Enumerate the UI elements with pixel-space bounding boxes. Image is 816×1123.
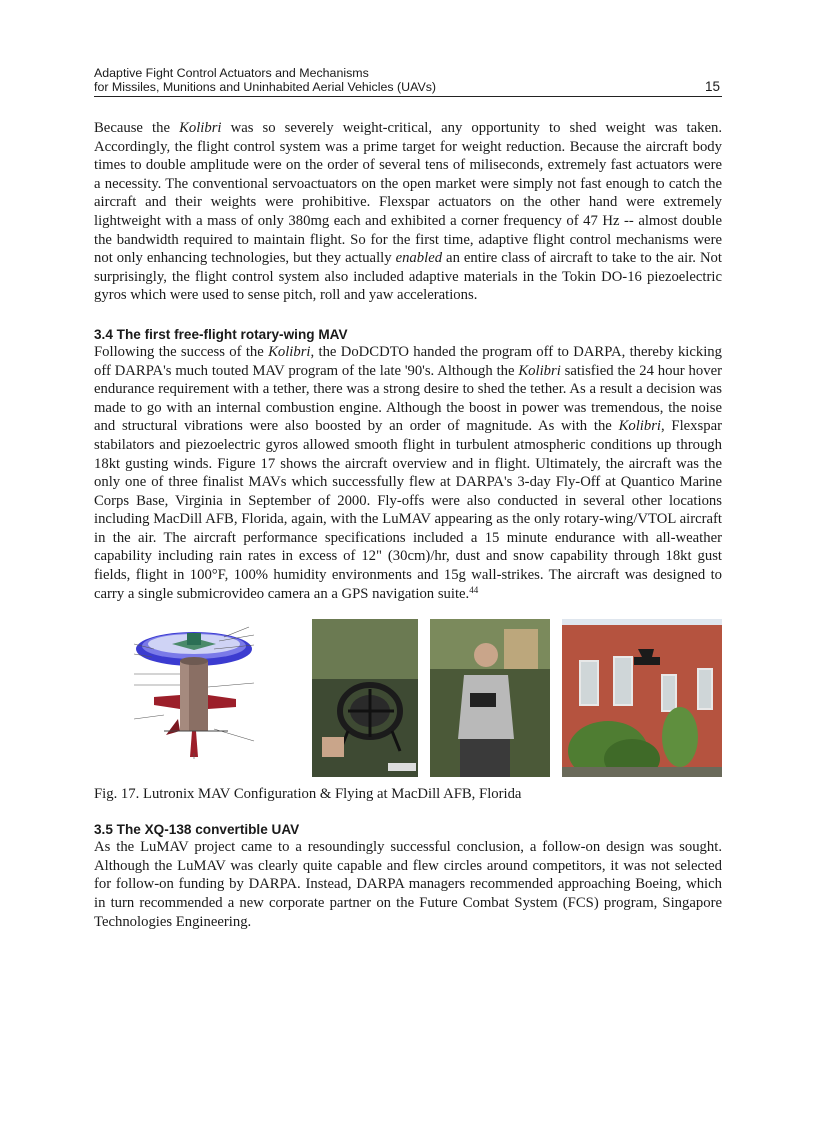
text-run: Because the <box>94 120 180 136</box>
paragraph-kolibri-actuators <box>94 119 722 305</box>
italic-kolibri: Kolibri <box>268 343 311 360</box>
header-title-line-1: Adaptive Fight Control Actuators and Mechanisms <box>94 66 369 80</box>
paragraph-rotary-wing-mav <box>94 343 722 603</box>
mav-configuration-diagram <box>94 619 300 777</box>
italic-kolibri: Kolibri <box>618 418 662 435</box>
text-run: , Flexspar stabilators and piezoelectric gyros allowed smooth flight in turbulent atmospheric conditions up through 18kt gusting winds. Figure 17 shows the aircraft overview and in flight. Ultimately, the aircraft was the only one of three finalist MAVs which successfully flew at DARPA's 3-day Fly-Off at Quantico Marine Corps Base, Virginia in September of 2000. Fly-offs were also conducted in several other locations including MacDill AFB, Florida, again, with the LuMAV appearing as the only rotary-wing/VTOL aircraft in the air. The aircraft performance specifications included a 15 minute endurance with all-weather capability including rain rates in excess of 12" (30cm)/hr, dust and snow capability through 18kt gust fields, flight in 100°F, 100% humidity environments and 15g wall-strikes. The aircraft was designed to carry a single submicrovideo camera an a GPS navigation suite. <box>94 418 723 602</box>
paragraph-xq-138: As the LuMAV project came to a resoundingly successful conclusion, a follow-on design was sought. Although the LuMAV was clearly quite capable and flew circles around competitors, it was not selected for follow-on funding by DARPA. Instead, DARPA managers recommended approaching Boeing, which in turn recommended a new corporate partner on the Future Combat System (FCS) program, Singapore Technologies Engineering. <box>94 839 722 930</box>
italic-kolibri: Kolibri <box>179 120 222 136</box>
page <box>94 66 722 931</box>
section-heading-3-4: 3.4 The first free-flight rotary-wing MAV <box>94 326 348 342</box>
section-heading-3-5: 3.5 The XQ-138 convertible UAV <box>94 822 300 838</box>
text-run: was so severely weight-critical, any opportunity to shed weight was taken. Accordingly, the flight control system was a prime target for weight reduction. Because the aircraft body times to double amplitude were on the order of several tens of miliseconds, extremely fast actuators were a necessity. The conventional servoactuators on the open market were simply not fast enough to catch the aircraft and their weights were prohibitive. Flexspar actuators on the other hand were extremely lightweight with a mass of only 380mg each and exhibited a corner frequency of 47 Hz -- almost double the bandwidth required to maintain flight. So for the first time, adaptive flight control mechanisms were not only enhancing technologies, but they actually <box>94 120 722 267</box>
figure-17 <box>94 619 722 777</box>
operator-photo <box>430 619 550 777</box>
text-run: , the DoDCDTO handed the program off to DARPA, thereby kicking off DARPA's much touted MAV program of the late '90's. Although the <box>94 343 722 379</box>
italic-kolibri: Kolibri <box>518 362 561 379</box>
italic-enabled: enabled <box>395 250 443 267</box>
running-header <box>94 66 722 97</box>
header-title-line-2: for Missiles, Munitions and Uninhabited Aerial Vehicles (UAVs) <box>94 80 437 94</box>
page-number: 15 <box>704 79 720 94</box>
text-run: Following the success of the <box>94 343 269 360</box>
text-run: an entire class of aircraft to take to the air. Not surprisingly, the flight control system also included adaptive materials in the Tokin DO-16 piezoelectric gyros which were used to sense pitch, roll and yaw accelerations. <box>94 250 722 304</box>
macdill-building-photo <box>562 619 722 777</box>
figure-17-caption: Fig. 17. Lutronix MAV Configuration & Flying at MacDill AFB, Florida <box>94 786 522 803</box>
reference-superscript: 44 <box>469 584 479 595</box>
mav-in-flight-photo <box>312 619 418 777</box>
text-run: satisfied the 24 hour hover endurance requirement with a tether, there was a strong desire to shed the tether. As a result a decision was made to go with an internal combustion engine. Although the boost in power was tremendous, the noise and structural vibrations were also boosted by an order of magnitude. As with the <box>94 362 722 435</box>
